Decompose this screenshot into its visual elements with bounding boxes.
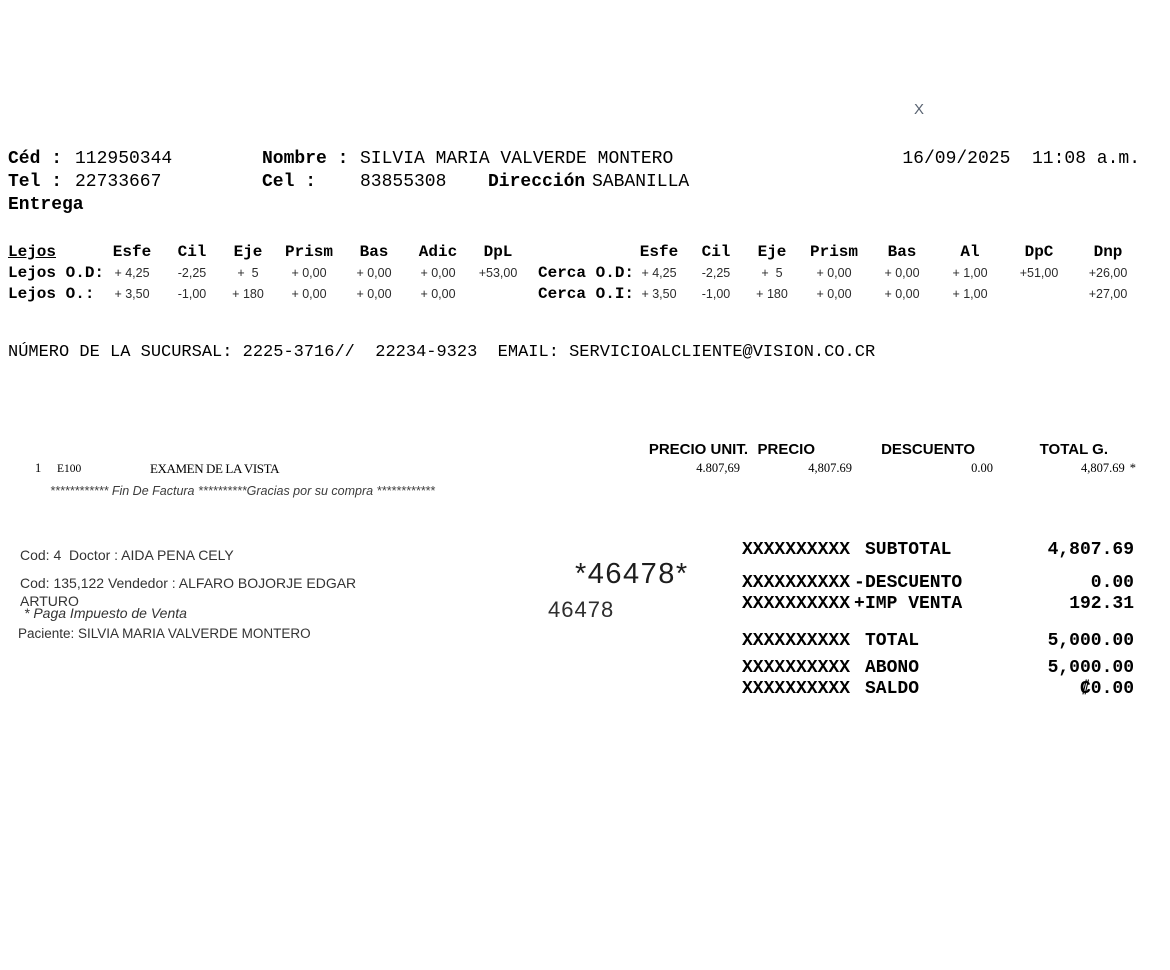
- mask-x: XXXXXXXXXX: [742, 573, 851, 593]
- rx-value: + 0,00: [356, 287, 392, 301]
- tel-label: Tel :: [8, 172, 63, 192]
- rx-lejos-title: Lejos: [8, 243, 57, 261]
- rx-value: + 1,00: [952, 287, 988, 301]
- rx-value: + 4,25: [641, 266, 677, 280]
- totals-row-subtotal: [742, 540, 1134, 560]
- item-total-flag: *: [1129, 461, 1136, 475]
- ced-label: Céd :: [8, 149, 63, 169]
- rx-value: -1,00: [177, 287, 207, 301]
- total-value: 5,000.00: [1047, 658, 1134, 678]
- item-total-value: 4,807.69: [1081, 461, 1125, 475]
- rx-value: +51,00: [1019, 266, 1059, 280]
- total-value: ₡0.00: [1079, 679, 1134, 699]
- col-header-precio: PRECIO: [757, 441, 815, 458]
- rx-row-label: Lejos O.D:: [8, 264, 105, 282]
- rx-col-header: Esfe: [639, 243, 679, 261]
- rx-col-header: Prism: [809, 243, 858, 261]
- sign: [854, 540, 865, 560]
- rx-table-cerca: [538, 242, 1142, 305]
- totals-row-imp-venta: [742, 594, 1134, 614]
- col-header-descuento: DESCUENTO: [881, 441, 975, 458]
- rx-col-header: Eje: [757, 243, 787, 261]
- close-icon[interactable]: X: [914, 101, 925, 118]
- item-qty: 1: [35, 461, 42, 475]
- mask-x: XXXXXXXXXX: [742, 631, 851, 651]
- ced-value: 112950344: [75, 149, 173, 169]
- total-label: TOTAL: [865, 631, 920, 651]
- rx-lejos-header-row: [8, 242, 526, 263]
- total-value: 0.00: [1090, 573, 1134, 593]
- rx-value: + 5: [761, 266, 783, 280]
- rx-value: + 0,00: [356, 266, 392, 280]
- tax-note: * Paga Impuesto de Venta: [24, 605, 187, 621]
- mask-x: XXXXXXXXXX: [742, 594, 851, 614]
- total-label: SALDO: [865, 679, 920, 699]
- rx-spacer: [538, 242, 630, 263]
- rx-row-label: Cerca O.I:: [538, 285, 635, 303]
- patient-line: Paciente: SILVIA MARIA VALVERDE MONTERO: [18, 626, 311, 641]
- cel-value: 83855308: [360, 172, 447, 192]
- rx-col-header: DpC: [1024, 243, 1054, 261]
- rx-value: [1004, 284, 1074, 305]
- total-label: IMP VENTA: [865, 594, 963, 614]
- rx-value: + 0,00: [884, 266, 920, 280]
- vendor-line: Cod: 135,122 Vendedor : ALFARO BOJORJE EDGAR: [20, 575, 357, 591]
- rx-col-header: Prism: [284, 243, 333, 261]
- rx-col-header: Bas: [359, 243, 389, 261]
- rx-value: + 0,00: [291, 287, 327, 301]
- sign: [854, 679, 865, 699]
- rx-value: + 0,00: [420, 287, 456, 301]
- total-value: 192.31: [1069, 594, 1134, 614]
- item-code: E100: [57, 463, 82, 475]
- rx-value: + 0,00: [884, 287, 920, 301]
- rx-cerca-header-row: [538, 242, 1142, 263]
- rx-value: + 3,50: [641, 287, 677, 301]
- end-of-invoice-line: ************ Fin De Factura **********Gracias por su compra ************: [50, 484, 435, 498]
- rx-lejos-od-row: [8, 263, 526, 284]
- item-descuento: 0.00: [971, 461, 993, 475]
- sign: [854, 631, 865, 651]
- barcode-plain-number: 46478: [548, 597, 615, 622]
- rx-col-header: Dnp: [1093, 243, 1123, 261]
- rx-value: + 180: [232, 287, 264, 301]
- totals-row-abono: [742, 658, 1134, 678]
- rx-col-header: DpL: [483, 243, 513, 261]
- totals-row-total: [742, 631, 1134, 651]
- sign: +: [854, 594, 865, 614]
- rx-table-lejos: [8, 242, 526, 305]
- sign: [854, 658, 865, 678]
- rx-col-header: Cil: [701, 243, 731, 261]
- total-label: DESCUENTO: [865, 573, 963, 593]
- col-header-total: TOTAL G.: [1039, 441, 1108, 458]
- total-value: 5,000.00: [1047, 631, 1134, 651]
- rx-lejos-oi-row: [8, 284, 526, 305]
- barcode-starred-number: *46478*: [575, 558, 689, 590]
- total-label: ABONO: [865, 658, 920, 678]
- rx-value: + 1,00: [952, 266, 988, 280]
- rx-col-header: Eje: [233, 243, 263, 261]
- item-precio: 4,807.69: [808, 461, 852, 475]
- item-total: [980, 461, 1136, 476]
- tel-value: 22733667: [75, 172, 162, 192]
- rx-value: + 180: [756, 287, 788, 301]
- rx-value: +27,00: [1088, 287, 1128, 301]
- totals-row-saldo: [742, 679, 1134, 699]
- nombre-value: SILVIA MARIA VALVERDE MONTERO: [360, 149, 674, 169]
- rx-value: -2,25: [177, 266, 207, 280]
- branch-contact-line: NÚMERO DE LA SUCURSAL: 2225-3716// 22234-9323 EMAIL: SERVICIOALCLIENTE@VISION.CO.CR: [8, 343, 876, 362]
- cel-label: Cel :: [262, 172, 317, 192]
- direccion-value: SABANILLA: [592, 172, 690, 192]
- rx-value: +26,00: [1088, 266, 1128, 280]
- rx-cerca-od-row: [538, 263, 1142, 284]
- rx-value: + 0,00: [816, 287, 852, 301]
- nombre-label: Nombre :: [262, 149, 349, 169]
- mask-x: XXXXXXXXXX: [742, 540, 851, 560]
- rx-value: +53,00: [478, 266, 518, 280]
- rx-value: -2,25: [701, 266, 731, 280]
- rx-col-header: Esfe: [112, 243, 152, 261]
- direccion-label: Dirección: [488, 172, 586, 192]
- totals-row-descuento: [742, 573, 1134, 593]
- datetime: 16/09/2025 11:08 a.m.: [902, 149, 1140, 169]
- entrega-label: Entrega: [8, 195, 84, 215]
- rx-col-header: Al: [960, 243, 980, 261]
- rx-value: + 0,00: [816, 266, 852, 280]
- mask-x: XXXXXXXXXX: [742, 679, 851, 699]
- rx-col-header: Cil: [177, 243, 207, 261]
- rx-value: + 5: [237, 266, 259, 280]
- doctor-line: Cod: 4 Doctor : AIDA PENA CELY: [20, 547, 234, 563]
- vendor-line-clipped: ARTURO: [20, 593, 79, 609]
- mask-x: XXXXXXXXXX: [742, 658, 851, 678]
- rx-value: + 3,50: [114, 287, 150, 301]
- rx-cerca-oi-row: [538, 284, 1142, 305]
- total-label: SUBTOTAL: [865, 540, 952, 560]
- rx-value: + 4,25: [114, 266, 150, 280]
- rx-value: -1,00: [701, 287, 731, 301]
- item-description: EXAMEN DE LA VISTA: [150, 461, 280, 476]
- item-precio-unit: 4.807,69: [696, 461, 740, 475]
- total-value: 4,807.69: [1047, 540, 1134, 560]
- rx-row-label: Lejos O.:: [8, 285, 95, 303]
- rx-col-header: Bas: [887, 243, 917, 261]
- rx-value: + 0,00: [291, 266, 327, 280]
- col-header-precio-unit: PRECIO UNIT.: [648, 441, 748, 458]
- rx-value: + 0,00: [420, 266, 456, 280]
- rx-col-header: Adic: [418, 243, 458, 261]
- sign: -: [854, 573, 865, 593]
- rx-row-label: Cerca O.D:: [538, 264, 635, 282]
- rx-value: [470, 284, 526, 305]
